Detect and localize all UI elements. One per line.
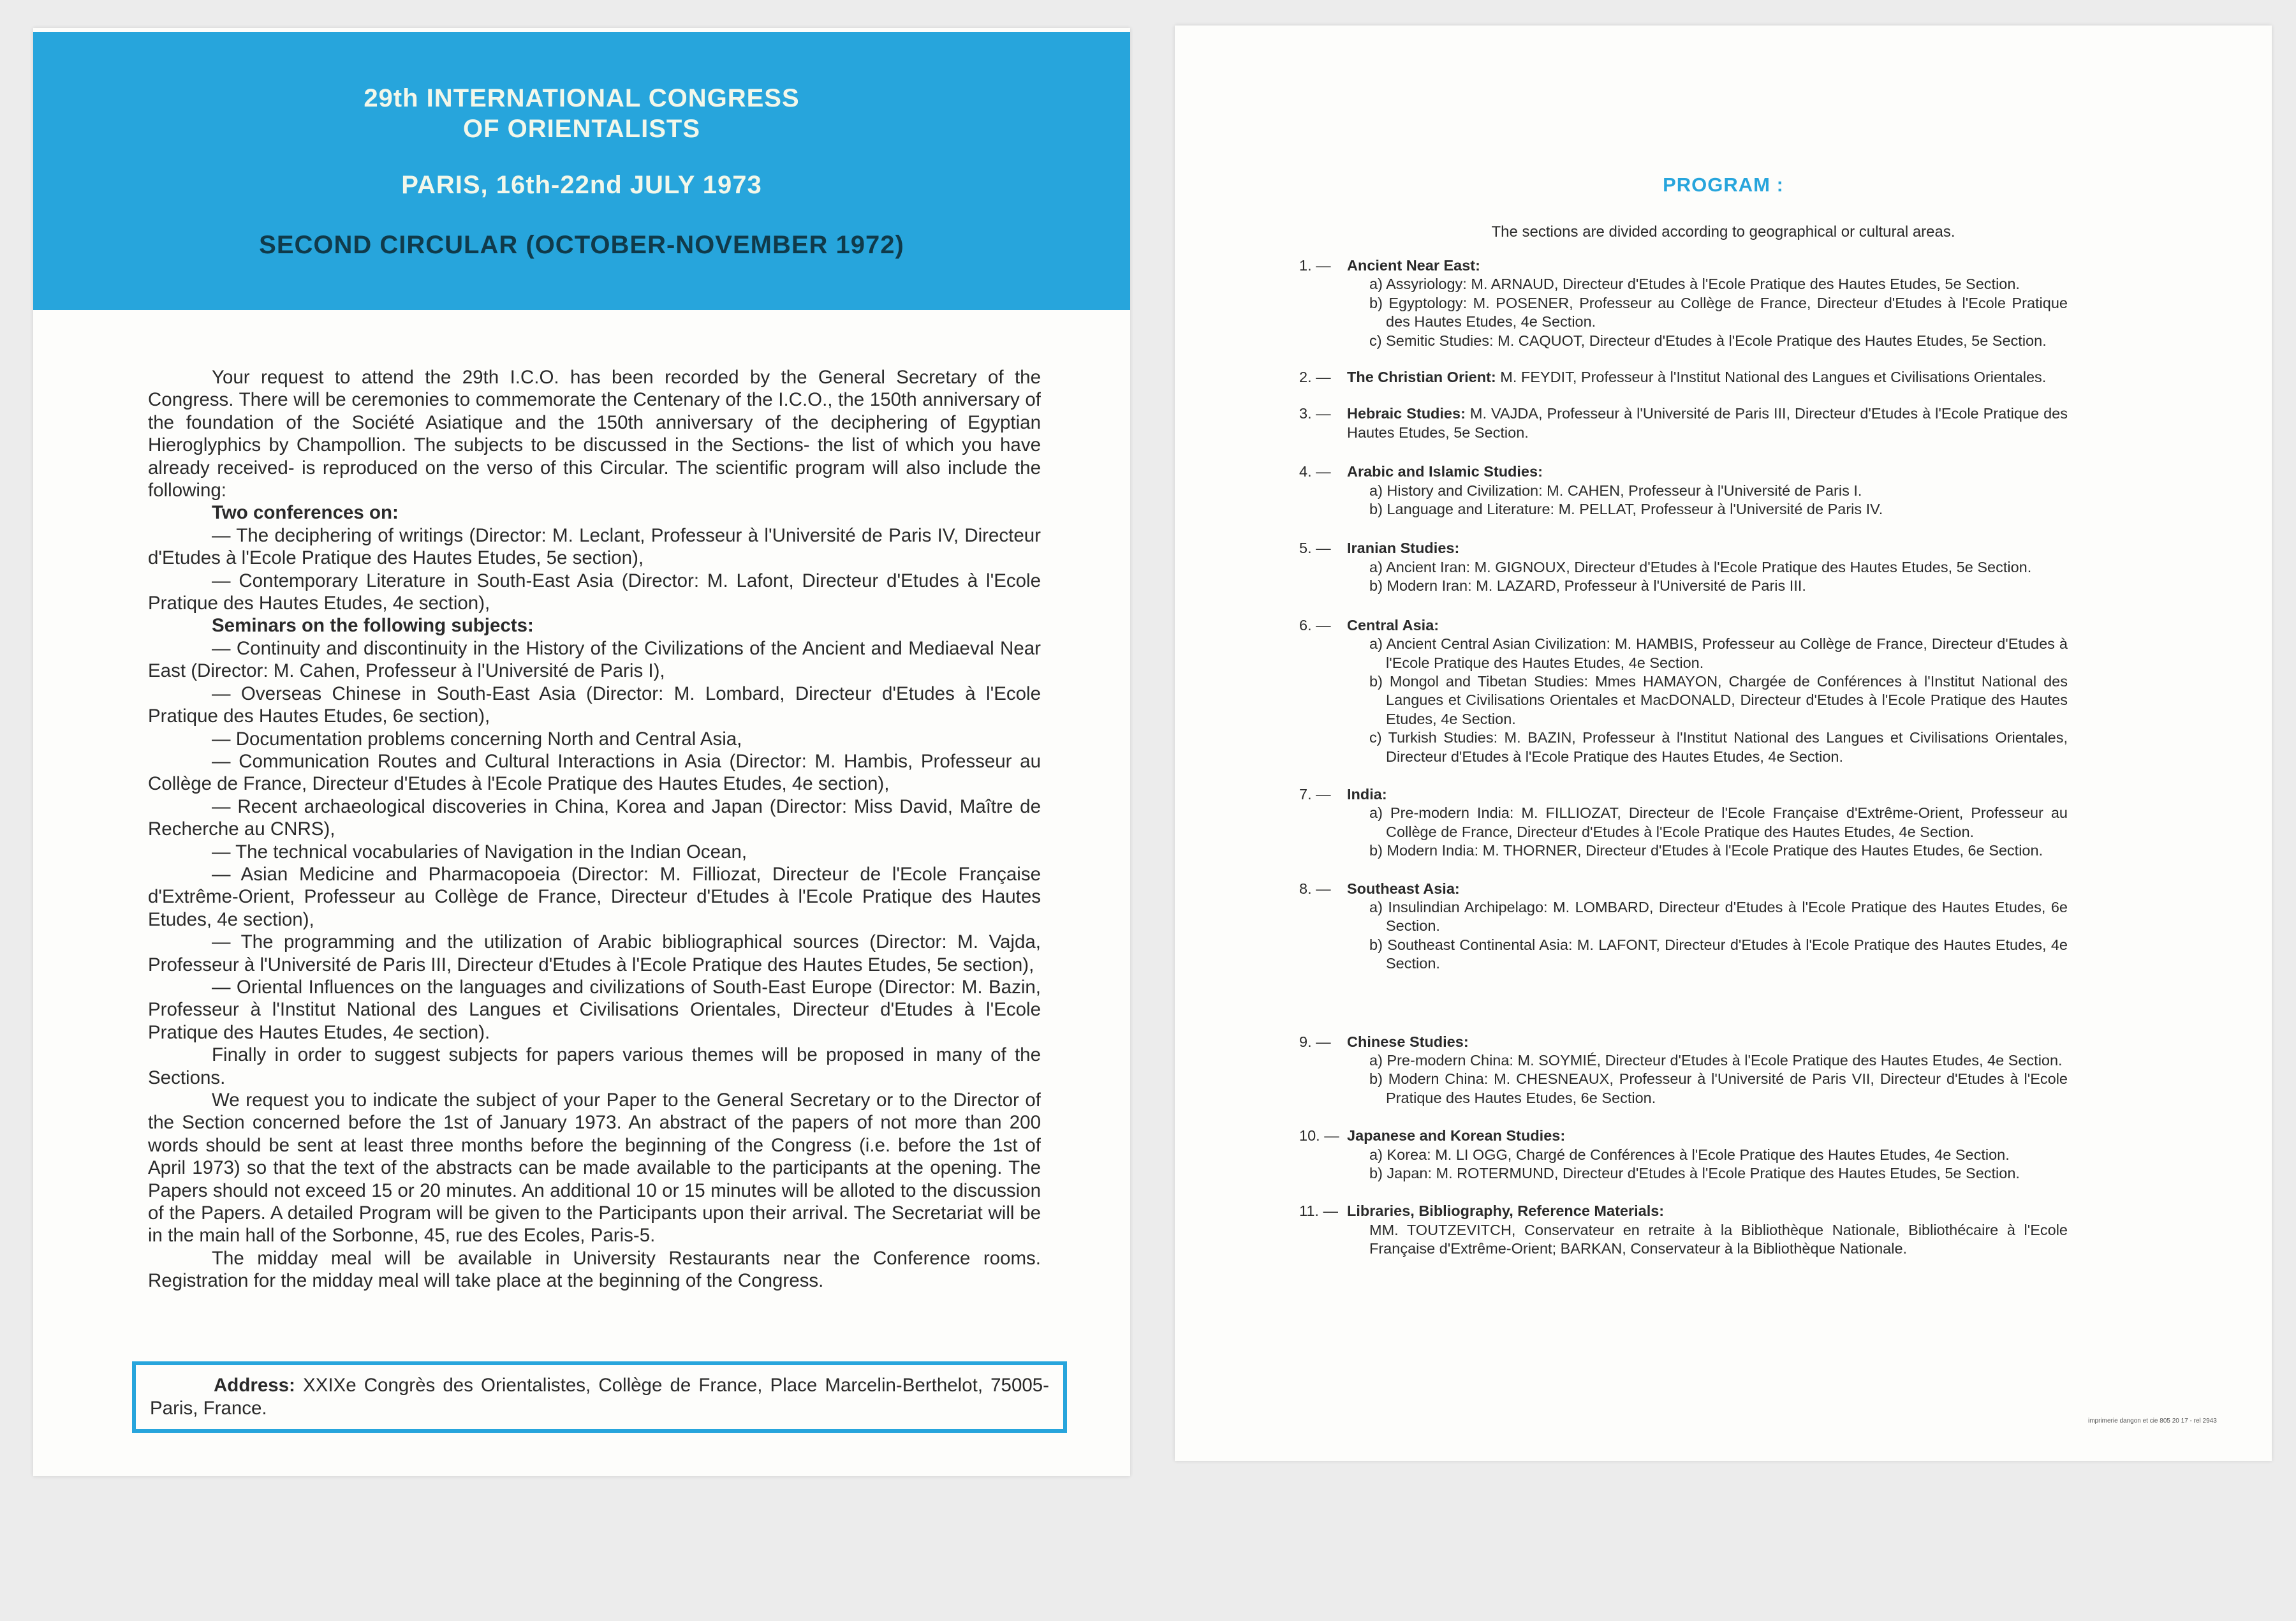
- program-intro: The sections are divided according to geographical or cultural areas.: [1491, 223, 1955, 241]
- right-page: [1175, 26, 2272, 1461]
- section-number: 9. —: [1299, 1033, 1331, 1050]
- subsection: b) Japan: M. ROTERMUND, Directeur d'Etudes à l'Ecole Pratique des Hautes Etudes, 5e Section.: [1369, 1165, 2020, 1182]
- section-southeast-asia: [1299, 880, 2068, 973]
- section-number: 11. —: [1299, 1203, 1338, 1220]
- subsection: b) Modern China: M. CHESNEAUX, Professeur à l'Université de Paris VII, Directeur d'Etudes à l'Ecole Pratique des Hautes Etudes, 6e Section.: [1369, 1070, 2068, 1106]
- intro-paragraph: Your request to attend the 29th I.C.O. has been recorded by the General Secretary of the Congress. There will be ceremonies to commemorate the Centenary of the I.C.O., the 150th anniversary of the foundation of the Société Asiatique and the 150th anniversary of the deciphering of Egyptian Hieroglyphics by Champollion. The subjects to be discussed in the Sections- the list of which you have already received- is reproduced on the verso of this Circular. The scientific program will also include the following:: [148, 367, 1041, 501]
- section-iranian-studies: [1299, 539, 2068, 595]
- section-ancient-near-east: [1299, 256, 2068, 350]
- section-number: 4. —: [1299, 463, 1331, 480]
- subsection: b) Language and Literature: M. PELLAT, Professeur à l'Université de Paris IV.: [1369, 501, 1883, 518]
- seminar-item: — The technical vocabularies of Navigation in the Indian Ocean,: [212, 841, 747, 862]
- subsection: a) Pre-modern China: M. SOYMIÉ, Directeur d'Etudes à l'Ecole Pratique des Hautes Etudes, 4e Section.: [1369, 1052, 2063, 1069]
- section-number: 2. —: [1299, 369, 1331, 386]
- seminar-item: — Asian Medicine and Pharmacopoeia (Director: M. Filliozat, Directeur de l'Ecole Française d'Extrême-Orient, Professeur au Collège de France, Directeur d'Etudes à l'Ecole Pratique des Hautes Etudes, 4e section),: [148, 863, 1041, 930]
- address-text: XXIXe Congrès des Orientalistes, Collège de France, Place Marcelin-Berthelot, 75005-Paris, France.: [150, 1375, 1049, 1419]
- section-arabic-islamic: [1299, 463, 2068, 519]
- seminar-item: — Overseas Chinese in South-East Asia (Director: M. Lombard, Directeur d'Etudes à l'Ecole Pratique des Hautes Etudes, 6e section),: [148, 683, 1041, 727]
- subsection: b) Modern Iran: M. LAZARD, Professeur à l'Université de Paris III.: [1369, 577, 1806, 595]
- subsection: a) Pre-modern India: M. FILLIOZAT, Directeur de l'Ecole Française d'Extrême-Orient, Professeur au Collège de France, Directeur d'Etudes à l'Ecole Pratique des Hautes Etudes, 4e Section.: [1369, 804, 2068, 840]
- program-list: [1299, 256, 2068, 1259]
- section-heading: Central Asia:: [1347, 616, 1439, 633]
- circular-body: [148, 366, 1041, 1292]
- congress-dates: PARIS, 16th-22nd JULY 1973: [401, 171, 762, 199]
- conference-item: — Contemporary Literature in South-East Asia (Director: M. Lafont, Directeur d'Etudes à l'Ecole Pratique des Hautes Etudes, 4e section),: [148, 570, 1041, 614]
- section-number: 3. —: [1299, 405, 1331, 422]
- subsection: b) Egyptology: M. POSENER, Professeur au Collège de France, Directeur d'Etudes à l'Ecole Pratique des Hautes Etudes, 4e Section.: [1369, 294, 2068, 330]
- section-heading: Hebraic Studies:: [1347, 405, 1466, 422]
- section-number: 1. —: [1299, 257, 1331, 274]
- subsection: b) Modern India: M. THORNER, Directeur d'Etudes à l'Ecole Pratique des Hautes Etudes, 6e Section.: [1369, 842, 2043, 859]
- section-number: 10. —: [1299, 1127, 1339, 1144]
- section-number: 5. —: [1299, 540, 1331, 557]
- circular-title: SECOND CIRCULAR (OCTOBER-NOVEMBER 1972): [259, 231, 904, 259]
- section-chinese-studies: [1299, 1033, 2068, 1108]
- congress-title: [33, 83, 1130, 144]
- subsection: c) Turkish Studies: M. BAZIN, Professeur à l'Institut National des Langues et Civilisations Orientales, Directeur d'Etudes à l'Ecole Pratique des Hautes Etudes, 4e Section.: [1369, 729, 2068, 765]
- program-title: PROGRAM :: [1663, 174, 1784, 196]
- conference-item: — The deciphering of writings (Director: M. Leclant, Professeur à l'Université de Paris IV, Directeur d'Etudes à l'Ecole Pratique des Hautes Etudes, 5e section),: [148, 524, 1041, 569]
- meal-paragraph: The midday meal will be available in University Restaurants near the Conference rooms. Registration for the midday meal will take place at the beginning of the Congress.: [148, 1247, 1041, 1292]
- section-text: MM. TOUTZEVITCH, Conservateur en retraite à la Bibliothèque Nationale, Bibliothécaire à l'Ecole Française d'Extrême-Orient; BARKAN, Conservateur à la Bibliothèque Nationale.: [1369, 1221, 2068, 1257]
- subsection: a) Assyriology: M. ARNAUD, Directeur d'Etudes à l'Ecole Pratique des Hautes Etudes, 5e Section.: [1369, 276, 2020, 293]
- section-heading: Southeast Asia:: [1347, 880, 1460, 897]
- section-text: M. FEYDIT, Professeur à l'Institut National des Langues et Civilisations Orientales.: [1496, 369, 2047, 386]
- seminar-item: — Recent archaeological discoveries in China, Korea and Japan (Director: Miss David, Maître de Recherche au CNRS),: [148, 796, 1041, 840]
- section-heading: Chinese Studies:: [1347, 1033, 1469, 1050]
- congress-title-line2: OF ORIENTALISTS: [462, 115, 701, 143]
- section-india: [1299, 785, 2068, 861]
- address-label: Address:: [214, 1375, 295, 1396]
- seminars-heading: Seminars on the following subjects:: [212, 615, 534, 637]
- seminar-item: — The programming and the utilization of Arabic bibliographical sources (Director: M. Vajda, Professeur à l'Université de Paris III, Directeur d'Etudes à l'Ecole Pratique des Hautes Etudes, 5e section),: [148, 931, 1041, 975]
- section-heading: The Christian Orient:: [1347, 369, 1496, 386]
- section-central-asia: [1299, 616, 2068, 766]
- subsection: a) Korea: M. LI OGG, Chargé de Conférences à l'Ecole Pratique des Hautes Etudes, 4e Section.: [1369, 1146, 2010, 1163]
- section-japanese-korean: [1299, 1127, 2068, 1183]
- subsection: a) Insulindian Archipelago: M. LOMBARD, Directeur d'Etudes à l'Ecole Pratique des Hautes Etudes, 6e Section.: [1369, 898, 2068, 935]
- printer-imprint: imprimerie dangon et cie 805 20 17 - rel 2943: [2088, 1417, 2217, 1425]
- congress-title-line1: 29th INTERNATIONAL CONGRESS: [364, 84, 800, 112]
- section-hebraic-studies: [1299, 404, 2068, 442]
- section-heading: Ancient Near East:: [1347, 257, 1480, 274]
- subsection: a) History and Civilization: M. CAHEN, Professeur à l'Université de Paris I.: [1369, 482, 1862, 499]
- request-paragraph: We request you to indicate the subject of your Paper to the General Secretary or to the Director of the Section concerned before the 1st of January 1973. An abstract of the papers of not more than 200 words should be sent at least three months before the beginning of the Congress (i.e. before the 1st of April 1973) so that the text of the abstracts can be made available to the participants at the opening. The Papers should not exceed 15 or 20 minutes. An additional 10 or 15 minutes will be alloted to the discussion of the Papers. A detailed Program will be given to the Participants upon their arrival. The Secretariat will be in the main hall of the Sorbonne, 45, rue des Ecoles, Paris-5.: [148, 1090, 1041, 1247]
- section-heading: Arabic and Islamic Studies:: [1347, 463, 1543, 480]
- subsection: c) Semitic Studies: M. CAQUOT, Directeur d'Etudes à l'Ecole Pratique des Hautes Etudes, 5e Section.: [1369, 332, 2047, 349]
- section-heading: Iranian Studies:: [1347, 540, 1460, 557]
- seminar-item: — Documentation problems concerning North and Central Asia,: [212, 728, 742, 750]
- section-heading: Japanese and Korean Studies:: [1347, 1127, 1566, 1144]
- section-libraries: [1299, 1202, 2068, 1258]
- themes-paragraph: Finally in order to suggest subjects for papers various themes will be proposed in many of the Sections.: [148, 1044, 1041, 1088]
- subsection: a) Ancient Central Asian Civilization: M. HAMBIS, Professeur au Collège de France, Directeur d'Etudes à l'Ecole Pratique des Hautes Etudes, 4e Section.: [1369, 635, 2068, 671]
- seminar-item: — Continuity and discontinuity in the History of the Civilizations of the Ancient and Mediaeval Near East (Director: M. Cahen, Professeur à l'Université de Paris I),: [148, 637, 1041, 682]
- address-box: [132, 1361, 1067, 1433]
- section-number: 7. —: [1299, 785, 1331, 803]
- subsection: b) Mongol and Tibetan Studies: Mmes HAMAYON, Chargée de Conférences à l'Institut National des Langues et Civilisations Orientales et MacDONALD, Directeur d'Etudes à l'Ecole Pratique des Hautes Etudes, 4e Section.: [1369, 672, 2068, 727]
- seminar-item: — Communication Routes and Cultural Interactions in Asia (Director: M. Hambis, Professeur au Collège de France, Directeur d'Etudes à l'Ecole Pratique des Hautes Etudes, 4e section),: [148, 750, 1041, 795]
- left-page: [33, 28, 1130, 1476]
- section-heading: India:: [1347, 785, 1387, 803]
- conferences-heading: Two conferences on:: [212, 502, 399, 524]
- subsection: b) Southeast Continental Asia: M. LAFONT, Directeur d'Etudes à l'Ecole Pratique des Hautes Etudes, 4e Section.: [1369, 936, 2068, 972]
- section-christian-orient: [1299, 368, 2068, 387]
- seminar-item: — Oriental Influences on the languages and civilizations of South-East Europe (Director: M. Bazin, Professeur à l'Institut National des Langues et Civilisations Orientales, Directeur d'Etudes à l'Ecole Pratique des Hautes Etudes, 4e section).: [148, 976, 1041, 1043]
- section-number: 8. —: [1299, 880, 1331, 897]
- section-heading: Libraries, Bibliography, Reference Materials:: [1347, 1203, 1665, 1220]
- title-banner: [33, 32, 1130, 310]
- section-text: M. VAJDA, Professeur à l'Université de Paris III, Directeur d'Etudes à l'Ecole Pratique des Hautes Etudes, 5e Section.: [1347, 405, 2068, 441]
- section-number: 6. —: [1299, 616, 1331, 633]
- subsection: a) Ancient Iran: M. GIGNOUX, Directeur d'Etudes à l'Ecole Pratique des Hautes Etudes, 5e Section.: [1369, 558, 2032, 575]
